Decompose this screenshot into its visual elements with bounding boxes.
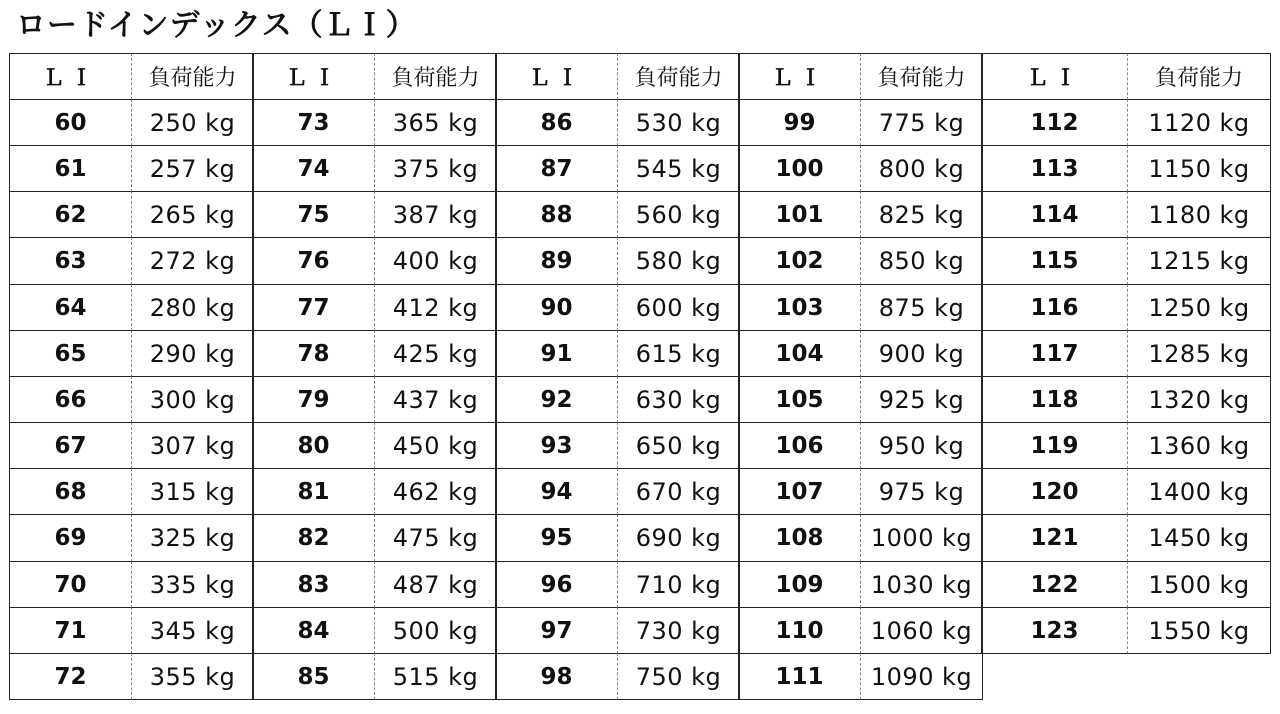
load-unit: kg (1219, 477, 1250, 506)
load-capacity-value (861, 99, 983, 146)
load-capacity-value (1128, 514, 1271, 562)
li-value: 87 (495, 145, 618, 192)
li-value: 116 (981, 284, 1128, 331)
load-number: 545 (635, 154, 684, 183)
li-value: 85 (252, 653, 375, 700)
load-number: 1030 (870, 570, 934, 599)
li-value: 88 (495, 191, 618, 238)
li-value: 66 (9, 376, 132, 423)
li-value: 83 (252, 561, 375, 608)
load-unit: kg (205, 524, 236, 552)
load-number: 615 (635, 339, 684, 368)
load-capacity-value (618, 422, 740, 469)
li-value: 73 (252, 99, 375, 146)
li-value: 93 (495, 422, 618, 469)
load-number: 425 (392, 339, 441, 368)
li-value: 120 (981, 468, 1128, 515)
load-unit: kg (205, 247, 236, 275)
li-value: 68 (9, 468, 132, 515)
load-unit: kg (934, 154, 965, 183)
load-number: 335 (149, 570, 198, 599)
load-capacity-value (861, 422, 983, 469)
load-capacity-value (861, 376, 983, 423)
load-capacity-value (861, 468, 983, 515)
load-number: 670 (635, 477, 684, 506)
load-capacity-value (375, 191, 497, 238)
load-number: 250 (149, 108, 198, 137)
load-unit: kg (934, 247, 965, 275)
load-capacity-value (1128, 191, 1271, 238)
load-capacity-value (1128, 330, 1271, 377)
load-number: 315 (149, 477, 198, 506)
load-capacity-value (618, 145, 740, 192)
header-capacity: 負荷能力 (132, 53, 254, 100)
load-capacity-value (132, 284, 254, 331)
load-unit: kg (448, 662, 479, 691)
load-unit: kg (205, 293, 236, 322)
li-value: 100 (738, 145, 861, 192)
li-value: 117 (981, 330, 1128, 377)
load-number: 580 (635, 247, 684, 275)
load-capacity-value (132, 514, 254, 562)
li-value: 67 (9, 422, 132, 469)
load-capacity-value (618, 607, 740, 654)
li-value: 64 (9, 284, 132, 331)
load-capacity-value (1128, 237, 1271, 285)
load-unit: kg (934, 200, 965, 229)
load-capacity-value (618, 376, 740, 423)
load-unit: kg (934, 293, 965, 322)
load-unit: kg (448, 247, 479, 275)
load-unit: kg (934, 477, 965, 506)
load-number: 462 (392, 477, 441, 506)
li-value: 111 (738, 653, 861, 700)
load-number: 290 (149, 339, 198, 368)
li-value: 91 (495, 330, 618, 377)
load-unit: kg (448, 616, 479, 645)
load-unit: kg (934, 385, 965, 414)
load-unit: kg (1219, 293, 1250, 322)
load-unit: kg (941, 524, 973, 552)
li-value: 112 (981, 99, 1128, 146)
load-unit: kg (941, 662, 973, 691)
load-number: 775 (878, 108, 927, 137)
load-unit: kg (691, 339, 722, 368)
li-value: 113 (981, 145, 1128, 192)
load-number: 1090 (870, 662, 934, 691)
load-number: 710 (635, 570, 684, 599)
li-value: 90 (495, 284, 618, 331)
load-number: 300 (149, 385, 198, 414)
load-number: 1450 (1148, 524, 1212, 552)
load-capacity-value (375, 330, 497, 377)
load-capacity-value (861, 514, 983, 562)
li-value: 118 (981, 376, 1128, 423)
load-unit: kg (941, 616, 973, 645)
li-value: 71 (9, 607, 132, 654)
load-capacity-value (375, 422, 497, 469)
load-unit: kg (691, 570, 722, 599)
load-unit: kg (205, 662, 236, 691)
load-capacity-value (861, 653, 983, 700)
header-li: ＬＩ (738, 53, 861, 100)
li-value: 76 (252, 237, 375, 285)
li-value: 114 (981, 191, 1128, 238)
li-value: 108 (738, 514, 861, 562)
li-value: 69 (9, 514, 132, 562)
li-value: 80 (252, 422, 375, 469)
load-number: 487 (392, 570, 441, 599)
load-unit: kg (205, 570, 236, 599)
load-capacity-value (618, 237, 740, 285)
li-value: 104 (738, 330, 861, 377)
load-unit: kg (205, 431, 236, 460)
li-value: 77 (252, 284, 375, 331)
header-capacity: 負荷能力 (618, 53, 740, 100)
load-capacity-value (618, 561, 740, 608)
load-capacity-value (618, 653, 740, 700)
load-unit: kg (448, 524, 479, 552)
li-value: 96 (495, 561, 618, 608)
load-unit: kg (448, 200, 479, 229)
load-number: 412 (392, 293, 441, 322)
li-value: 75 (252, 191, 375, 238)
header-li: ＬＩ (252, 53, 375, 100)
load-capacity-value (1128, 468, 1271, 515)
li-value: 97 (495, 607, 618, 654)
load-capacity-value (1128, 284, 1271, 331)
li-value: 74 (252, 145, 375, 192)
load-unit: kg (448, 293, 479, 322)
load-capacity-value (132, 191, 254, 238)
load-number: 355 (149, 662, 198, 691)
load-number: 730 (635, 616, 684, 645)
load-capacity-value (132, 237, 254, 285)
load-number: 630 (635, 385, 684, 414)
load-capacity-value (375, 284, 497, 331)
li-value: 109 (738, 561, 861, 608)
load-number: 875 (878, 293, 927, 322)
li-value: 78 (252, 330, 375, 377)
header-capacity: 負荷能力 (861, 53, 983, 100)
li-value: 86 (495, 99, 618, 146)
load-number: 475 (392, 524, 441, 552)
load-number: 450 (392, 431, 441, 460)
page-title: ロードインデックス（ＬＩ） (16, 8, 417, 43)
load-number: 530 (635, 108, 684, 137)
load-unit: kg (691, 247, 722, 275)
load-unit: kg (691, 108, 722, 137)
load-index-table (9, 53, 1270, 701)
load-number: 400 (392, 247, 441, 275)
load-unit: kg (691, 154, 722, 183)
li-value: 107 (738, 468, 861, 515)
load-capacity-value (1128, 145, 1271, 192)
li-value: 70 (9, 561, 132, 608)
load-unit: kg (205, 385, 236, 414)
li-value: 119 (981, 422, 1128, 469)
load-number: 1320 (1148, 385, 1212, 414)
load-number: 600 (635, 293, 684, 322)
li-value: 72 (9, 653, 132, 700)
load-capacity-value (618, 99, 740, 146)
load-capacity-value (375, 145, 497, 192)
load-number: 825 (878, 200, 927, 229)
load-number: 1500 (1148, 570, 1212, 599)
load-unit: kg (934, 431, 965, 460)
load-number: 925 (878, 385, 927, 414)
load-number: 1180 (1148, 200, 1212, 229)
li-value: 79 (252, 376, 375, 423)
load-capacity-value (375, 99, 497, 146)
load-capacity-value (1128, 422, 1271, 469)
load-unit: kg (1219, 385, 1250, 414)
load-unit: kg (448, 154, 479, 183)
load-unit: kg (1219, 524, 1250, 552)
load-capacity-value (618, 191, 740, 238)
li-value: 115 (981, 237, 1128, 285)
load-number: 375 (392, 154, 441, 183)
li-value: 62 (9, 191, 132, 238)
load-unit: kg (691, 200, 722, 229)
load-capacity-value (1128, 561, 1271, 608)
li-value: 81 (252, 468, 375, 515)
load-number: 387 (392, 200, 441, 229)
load-capacity-value (132, 607, 254, 654)
load-number: 500 (392, 616, 441, 645)
header-li: ＬＩ (981, 53, 1128, 100)
load-unit: kg (448, 431, 479, 460)
load-capacity-value (375, 561, 497, 608)
load-unit: kg (691, 477, 722, 506)
load-unit: kg (691, 431, 722, 460)
load-unit: kg (448, 108, 479, 137)
load-capacity-value (132, 330, 254, 377)
load-unit: kg (1219, 570, 1250, 599)
load-number: 1285 (1148, 339, 1212, 368)
load-number: 307 (149, 431, 198, 460)
li-value: 60 (9, 99, 132, 146)
load-capacity-value (375, 607, 497, 654)
load-unit: kg (205, 339, 236, 368)
load-capacity-value (618, 284, 740, 331)
load-number: 690 (635, 524, 684, 552)
load-number: 515 (392, 662, 441, 691)
load-capacity-value (132, 561, 254, 608)
load-number: 950 (878, 431, 927, 460)
load-unit: kg (941, 570, 973, 599)
load-unit: kg (1219, 108, 1250, 137)
li-value: 84 (252, 607, 375, 654)
li-value: 98 (495, 653, 618, 700)
header-li: ＬＩ (495, 53, 618, 100)
load-unit: kg (1219, 154, 1250, 183)
load-number: 900 (878, 339, 927, 368)
load-capacity-value (132, 468, 254, 515)
load-number: 750 (635, 662, 684, 691)
load-number: 1000 (870, 524, 934, 552)
load-unit: kg (691, 385, 722, 414)
load-capacity-value (375, 468, 497, 515)
load-unit: kg (934, 339, 965, 368)
load-unit: kg (205, 200, 236, 229)
load-unit: kg (691, 293, 722, 322)
load-number: 272 (149, 247, 198, 275)
load-number: 365 (392, 108, 441, 137)
load-number: 325 (149, 524, 198, 552)
load-unit: kg (448, 385, 479, 414)
load-capacity-value (861, 145, 983, 192)
load-capacity-value (861, 284, 983, 331)
li-value: 99 (738, 99, 861, 146)
load-unit: kg (691, 662, 722, 691)
load-capacity-value (861, 237, 983, 285)
load-number: 975 (878, 477, 927, 506)
load-unit: kg (1219, 200, 1250, 229)
li-value: 82 (252, 514, 375, 562)
load-capacity-value (132, 376, 254, 423)
load-capacity-value (375, 514, 497, 562)
load-unit: kg (448, 570, 479, 599)
header-capacity: 負荷能力 (1128, 53, 1271, 100)
load-unit: kg (1219, 616, 1250, 645)
load-capacity-value (861, 330, 983, 377)
li-value: 95 (495, 514, 618, 562)
load-number: 1400 (1148, 477, 1212, 506)
load-capacity-value (1128, 99, 1271, 146)
li-value: 103 (738, 284, 861, 331)
load-number: 265 (149, 200, 198, 229)
load-number: 560 (635, 200, 684, 229)
load-number: 800 (878, 154, 927, 183)
header-capacity: 負荷能力 (375, 53, 497, 100)
li-value: 106 (738, 422, 861, 469)
load-number: 1250 (1148, 293, 1212, 322)
li-value: 65 (9, 330, 132, 377)
li-value: 61 (9, 145, 132, 192)
load-capacity-value (861, 191, 983, 238)
load-capacity-value (375, 653, 497, 700)
load-number: 1550 (1148, 616, 1212, 645)
load-capacity-value (132, 99, 254, 146)
load-unit: kg (691, 524, 722, 552)
li-value: 94 (495, 468, 618, 515)
load-capacity-value (375, 376, 497, 423)
load-capacity-value (861, 561, 983, 608)
load-unit: kg (205, 108, 236, 137)
load-capacity-value (618, 514, 740, 562)
load-number: 280 (149, 293, 198, 322)
li-value: 102 (738, 237, 861, 285)
load-number: 1120 (1148, 108, 1212, 137)
li-value: 123 (981, 607, 1128, 654)
load-capacity-value (132, 145, 254, 192)
load-unit: kg (691, 616, 722, 645)
load-number: 650 (635, 431, 684, 460)
load-number: 850 (878, 247, 927, 275)
load-number: 257 (149, 154, 198, 183)
load-capacity-value (618, 330, 740, 377)
li-value: 110 (738, 607, 861, 654)
load-capacity-value (1128, 376, 1271, 423)
li-value: 92 (495, 376, 618, 423)
li-value: 105 (738, 376, 861, 423)
load-capacity-value (1128, 607, 1271, 654)
load-unit: kg (205, 154, 236, 183)
load-unit: kg (205, 616, 236, 645)
load-capacity-value (618, 468, 740, 515)
load-number: 1060 (870, 616, 934, 645)
li-value: 89 (495, 237, 618, 285)
load-capacity-value (132, 653, 254, 700)
load-number: 1150 (1148, 154, 1212, 183)
load-unit: kg (448, 339, 479, 368)
load-unit: kg (205, 477, 236, 506)
load-number: 437 (392, 385, 441, 414)
load-capacity-value (861, 607, 983, 654)
header-li: ＬＩ (9, 53, 132, 100)
li-value: 101 (738, 191, 861, 238)
li-value: 121 (981, 514, 1128, 562)
li-value: 63 (9, 237, 132, 285)
load-unit: kg (1219, 247, 1250, 275)
load-number: 345 (149, 616, 198, 645)
load-unit: kg (1219, 339, 1250, 368)
load-number: 1215 (1148, 247, 1212, 275)
load-unit: kg (1219, 431, 1250, 460)
li-value: 122 (981, 561, 1128, 608)
load-capacity-value (132, 422, 254, 469)
load-unit: kg (448, 477, 479, 506)
load-capacity-value (375, 237, 497, 285)
load-number: 1360 (1148, 431, 1212, 460)
load-unit: kg (934, 108, 965, 137)
